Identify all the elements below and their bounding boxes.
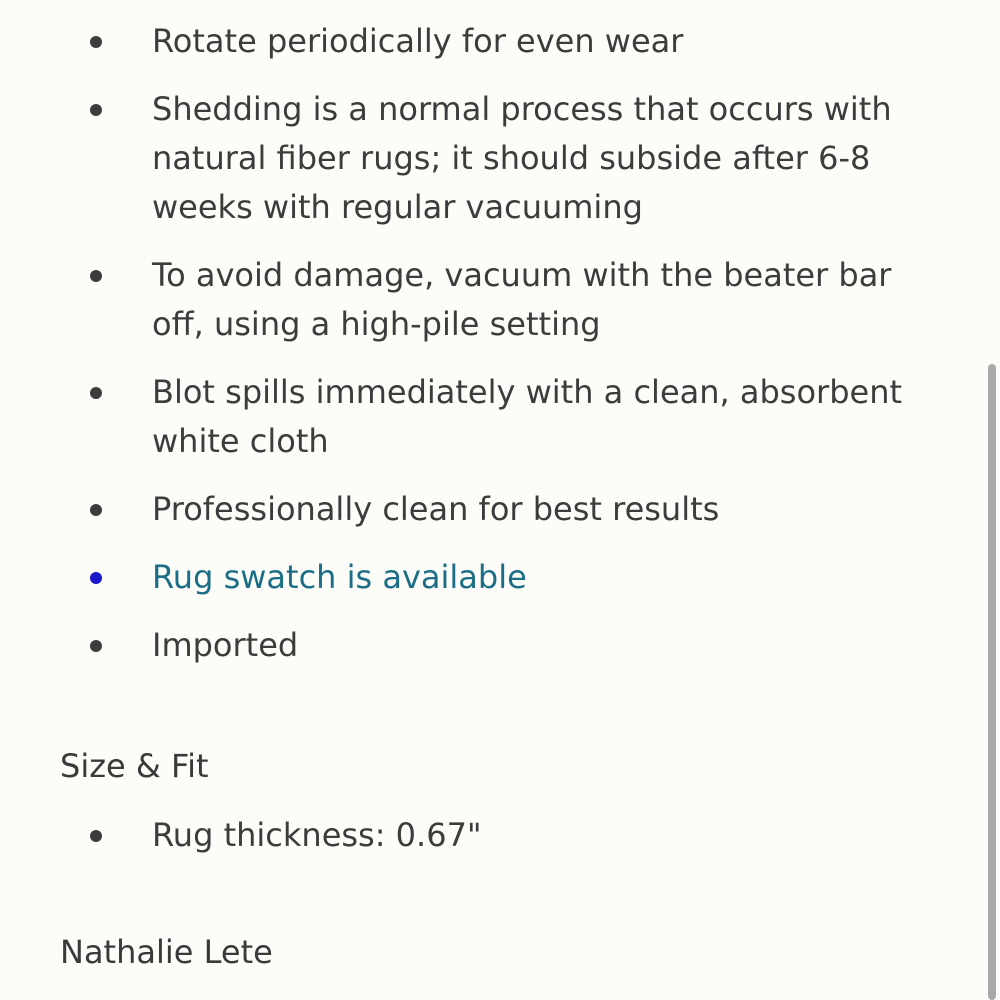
list-item-text: Rotate periodically for even wear <box>152 22 684 60</box>
list-item <box>0 811 980 860</box>
list-item <box>0 17 980 66</box>
scrollbar-thumb[interactable] <box>988 364 996 1000</box>
list-item <box>0 85 980 232</box>
rug-swatch-link[interactable]: Rug swatch is available <box>152 558 527 596</box>
bullet-icon <box>90 572 102 584</box>
rug-thickness-text: Rug thickness: 0.67" <box>152 816 482 854</box>
bullet-icon <box>90 104 102 116</box>
list-item-text: To avoid damage, vacuum with the beater bar off, using a high-pile setting <box>152 256 892 343</box>
list-item-text: Shedding is a normal process that occurs with natural fiber rugs; it should subside after 6-8 weeks with regular vacuuming <box>152 90 892 226</box>
list-item <box>0 621 980 670</box>
size-fit-heading: Size & Fit <box>60 747 209 785</box>
size-fit-list <box>0 811 980 879</box>
care-instructions-list <box>0 17 980 689</box>
list-item <box>0 485 980 534</box>
list-item-text: Blot spills immediately with a clean, absorbent white cloth <box>152 373 903 460</box>
bullet-icon <box>90 270 102 282</box>
bullet-icon <box>90 36 102 48</box>
bullet-icon <box>90 504 102 516</box>
list-item-text: Professionally clean for best results <box>152 490 720 528</box>
list-item <box>0 368 980 466</box>
bullet-icon <box>90 640 102 652</box>
rug-swatch-item <box>0 553 980 602</box>
bullet-icon <box>90 830 102 842</box>
list-item-text: Imported <box>152 626 299 664</box>
designer-heading: Nathalie Lete <box>60 933 273 971</box>
bullet-icon <box>90 387 102 399</box>
list-item <box>0 251 980 349</box>
scrollbar[interactable] <box>988 364 996 1000</box>
